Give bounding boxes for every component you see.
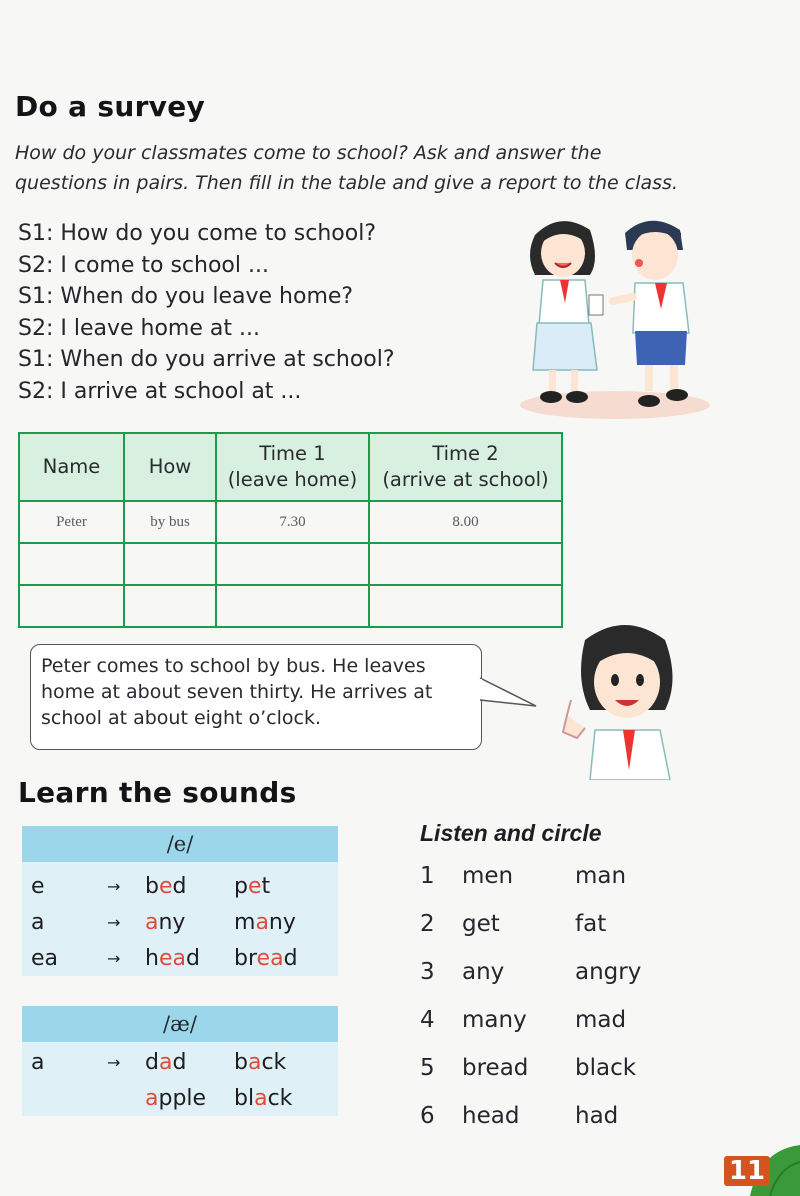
table-cell[interactable] (369, 585, 562, 627)
word-option[interactable]: men (462, 863, 514, 889)
list-item (420, 1004, 680, 1036)
header-cell-name: Name (19, 433, 124, 501)
table-cell[interactable]: Peter (19, 501, 124, 543)
example-word: apple (145, 1086, 207, 1111)
example-word: many (234, 910, 296, 935)
example-word: bed (145, 874, 187, 899)
instruction-line-1: How do your classmates come to school? Ask and answer the (15, 142, 602, 164)
sound-group-e (22, 826, 338, 976)
spelling: a (31, 910, 45, 935)
table-header-row (19, 433, 562, 501)
sound-row (22, 942, 338, 976)
listen-circle-list (420, 860, 680, 1150)
table-cell[interactable] (124, 543, 216, 585)
survey-table (18, 432, 563, 628)
dialogue-line: S1: How do you come to school? (18, 221, 376, 246)
instruction-line-2: questions in pairs. Then fill in the table and give a report to the class. (15, 172, 678, 194)
word-option[interactable]: man (575, 863, 627, 889)
example-word: dad (145, 1050, 187, 1075)
header-cell-time2 (369, 433, 562, 501)
spelling: e (31, 874, 45, 899)
boy-figure (613, 221, 689, 407)
girl-figure (530, 221, 603, 403)
children-talking-illustration (505, 205, 715, 420)
example-word: bread (234, 946, 298, 971)
header-cell-how: How (124, 433, 216, 501)
arrow-icon: → (107, 949, 121, 968)
example-word: pet (234, 874, 271, 899)
sound-row (22, 1082, 338, 1116)
spelling: a (31, 1050, 45, 1075)
arrow-icon: → (107, 877, 121, 896)
table-row (19, 585, 562, 627)
list-item (420, 860, 680, 892)
dialogue-line: S1: When do you arrive at school? (18, 347, 395, 372)
table-cell[interactable] (124, 585, 216, 627)
word-option[interactable]: head (462, 1103, 520, 1129)
list-item (420, 1100, 680, 1132)
table-cell[interactable]: by bus (124, 501, 216, 543)
header-time2-sub: (arrive at school) (382, 468, 549, 491)
sound-group-ae (22, 1006, 338, 1116)
header-time1-sub: (leave home) (227, 468, 358, 491)
item-number: 4 (420, 1007, 435, 1033)
dialogue-line: S1: When do you leave home? (18, 284, 354, 309)
word-option[interactable]: get (462, 911, 500, 937)
bubble-tail (478, 672, 540, 712)
example-word: black (234, 1086, 293, 1111)
spelling: ea (31, 946, 59, 971)
item-number: 6 (420, 1103, 435, 1129)
item-number: 2 (420, 911, 435, 937)
table-row (19, 501, 562, 543)
header-time2-label: Time 2 (432, 442, 499, 465)
dialogue (18, 218, 395, 407)
item-number: 3 (420, 959, 435, 985)
arrow-icon: → (107, 913, 121, 932)
dialogue-line: S2: I arrive at school at ... (18, 378, 302, 404)
sounds-title: Learn the sounds (18, 776, 297, 809)
header-cell-time1 (216, 433, 369, 501)
table-row (19, 543, 562, 585)
table-cell[interactable]: 7.30 (216, 501, 369, 543)
sound-row (22, 906, 338, 940)
report-line-2: home at about seven thirty. He arrives at (41, 681, 433, 703)
table-cell[interactable] (216, 585, 369, 627)
item-number: 1 (420, 863, 435, 889)
list-item (420, 908, 680, 940)
dialogue-line: S2: I leave home at ... (18, 315, 260, 341)
table-cell[interactable]: 8.00 (369, 501, 562, 543)
sound-row (22, 1046, 338, 1080)
table-cell[interactable] (19, 585, 124, 627)
item-number: 5 (420, 1055, 435, 1081)
word-option[interactable]: angry (575, 959, 642, 985)
sound-row (22, 870, 338, 904)
phoneme-ae: /æ/ (22, 1006, 338, 1042)
example-word: any (145, 910, 186, 935)
word-option[interactable]: black (575, 1055, 637, 1081)
survey-title: Do a survey (15, 90, 206, 123)
report-speech-bubble (30, 644, 482, 750)
survey-instructions (15, 138, 775, 198)
example-word: back (234, 1050, 287, 1075)
table-cell[interactable] (19, 543, 124, 585)
listen-circle-title: Listen and circle (420, 820, 602, 846)
table-cell[interactable] (369, 543, 562, 585)
girl-presenting-illustration (545, 620, 695, 780)
word-option[interactable]: bread (462, 1055, 529, 1081)
page-number: 11 (724, 1156, 770, 1186)
header-time1-label: Time 1 (259, 442, 326, 465)
word-option[interactable]: any (462, 959, 505, 985)
phoneme-e: /e/ (22, 826, 338, 862)
list-item (420, 1052, 680, 1084)
word-option[interactable]: mad (575, 1007, 627, 1033)
word-option[interactable]: many (462, 1007, 527, 1033)
dialogue-line: S2: I come to school ... (18, 252, 269, 278)
example-word: head (145, 946, 200, 971)
report-line-3: school at about eight o’clock. (41, 707, 322, 729)
list-item (420, 956, 680, 988)
arrow-icon: → (107, 1053, 121, 1072)
word-option[interactable]: had (575, 1103, 619, 1129)
report-line-1: Peter comes to school by bus. He leaves (41, 655, 426, 677)
word-option[interactable]: fat (575, 911, 607, 937)
table-cell[interactable] (216, 543, 369, 585)
